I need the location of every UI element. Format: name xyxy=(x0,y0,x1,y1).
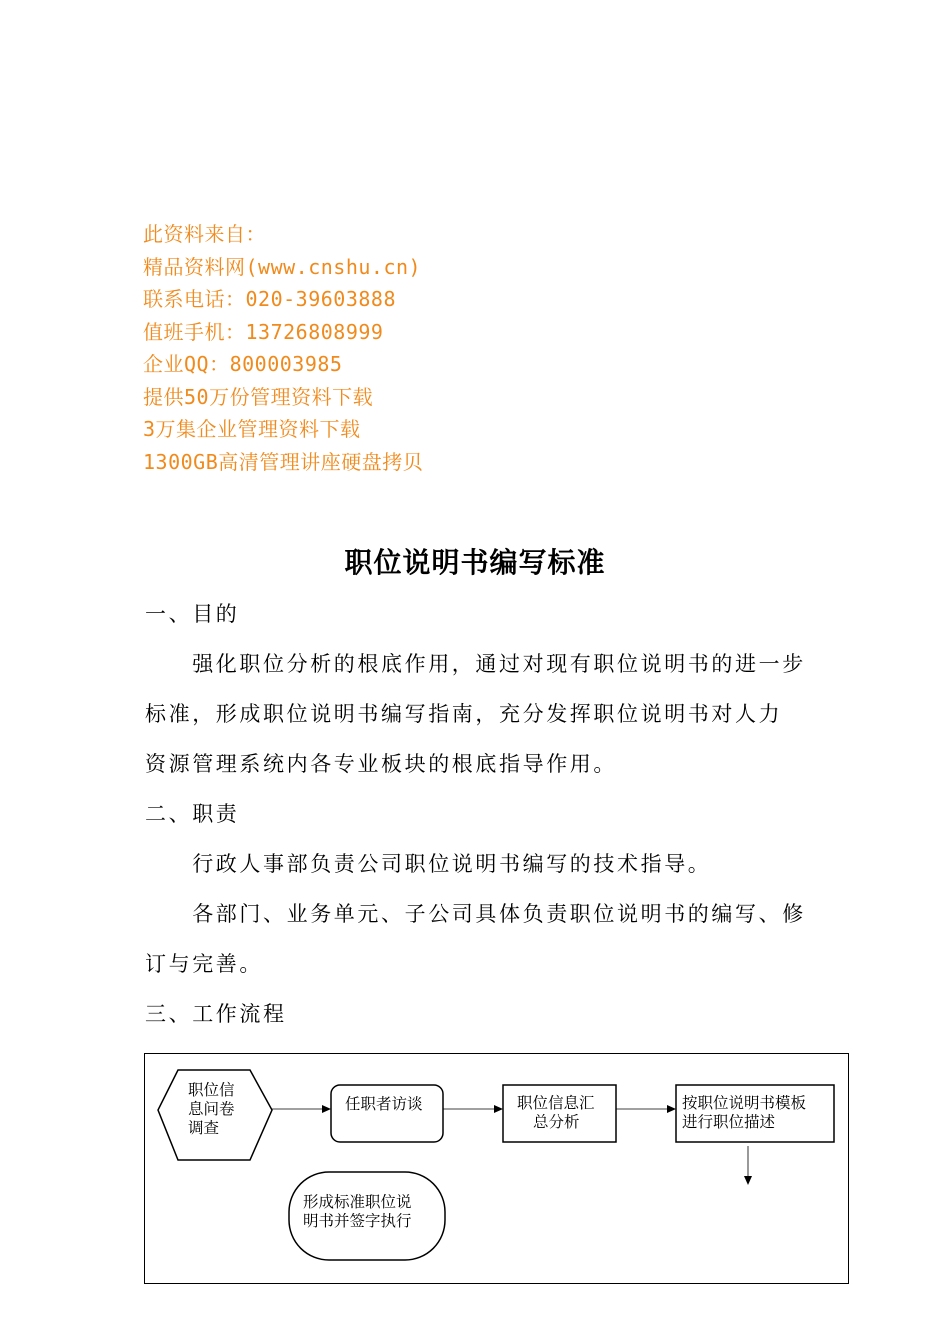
source-qq-line: 企业QQ：800003985 xyxy=(143,352,343,376)
paragraph-line: 订与完善。 xyxy=(145,952,263,976)
flow-label-line: 调查 xyxy=(188,1119,220,1137)
flow-label-describe xyxy=(682,1094,832,1132)
paragraph-line: 行政人事部负责公司职位说明书编写的技术指导。 xyxy=(145,852,712,876)
source-offer-line: 提供50万份管理资料下载 xyxy=(143,384,374,409)
flow-arrowhead xyxy=(744,1176,752,1185)
source-phone-line: 联系电话：020-39603888 xyxy=(143,287,396,311)
paragraph-line: 各部门、业务单元、子公司具体负责职位说明书的编写、修 xyxy=(145,902,806,926)
section-heading: 三、工作流程 xyxy=(145,1002,287,1026)
paragraph-line: 强化职位分析的根底作用，通过对现有职位说明书的进一步 xyxy=(145,652,806,676)
source-website-line: 精品资料网(www.cnshu.cn) xyxy=(143,254,422,279)
source-mobile-line: 值班手机：13726808999 xyxy=(143,319,384,344)
source-line: 此资料来自： xyxy=(143,222,266,246)
flow-label-analysis xyxy=(517,1094,617,1132)
flow-arrowhead xyxy=(667,1105,676,1113)
section-heading: 二、职责 xyxy=(145,802,240,826)
flow-label-line: 息问卷 xyxy=(188,1100,235,1118)
flow-label-interview: 任职者访谈 xyxy=(345,1095,423,1113)
document-title: 职位说明书编写标准 xyxy=(344,546,606,579)
source-offer-line: 3万集企业管理资料下载 xyxy=(143,417,361,441)
flow-label-line: 明书并签字执行 xyxy=(303,1212,412,1230)
flow-label-line: 进行职位描述 xyxy=(682,1113,776,1131)
flow-arrowhead xyxy=(494,1105,503,1113)
flowchart-frame xyxy=(144,1053,849,1284)
source-info-block xyxy=(143,218,423,478)
flow-label-questionnaire xyxy=(188,1081,258,1138)
flow-arrowhead xyxy=(322,1105,331,1113)
flow-label-line: 职位信息汇 xyxy=(517,1094,595,1112)
flow-label-line: 按职位说明书模板 xyxy=(682,1094,807,1112)
flow-label-final xyxy=(303,1193,443,1231)
paragraph-line: 资源管理系统内各专业板块的根底指导作用。 xyxy=(145,752,617,776)
flow-label-line: 形成标准职位说 xyxy=(303,1193,412,1211)
section-heading: 一、目的 xyxy=(145,602,240,626)
flow-label-line: 职位信 xyxy=(188,1081,235,1099)
source-offer-line: 1300GB高清管理讲座硬盘拷贝 xyxy=(143,449,424,474)
paragraph-line: 标准，形成职位说明书编写指南，充分发挥职位说明书对人力 xyxy=(145,702,783,726)
flow-label-line: 总分析 xyxy=(533,1113,580,1131)
